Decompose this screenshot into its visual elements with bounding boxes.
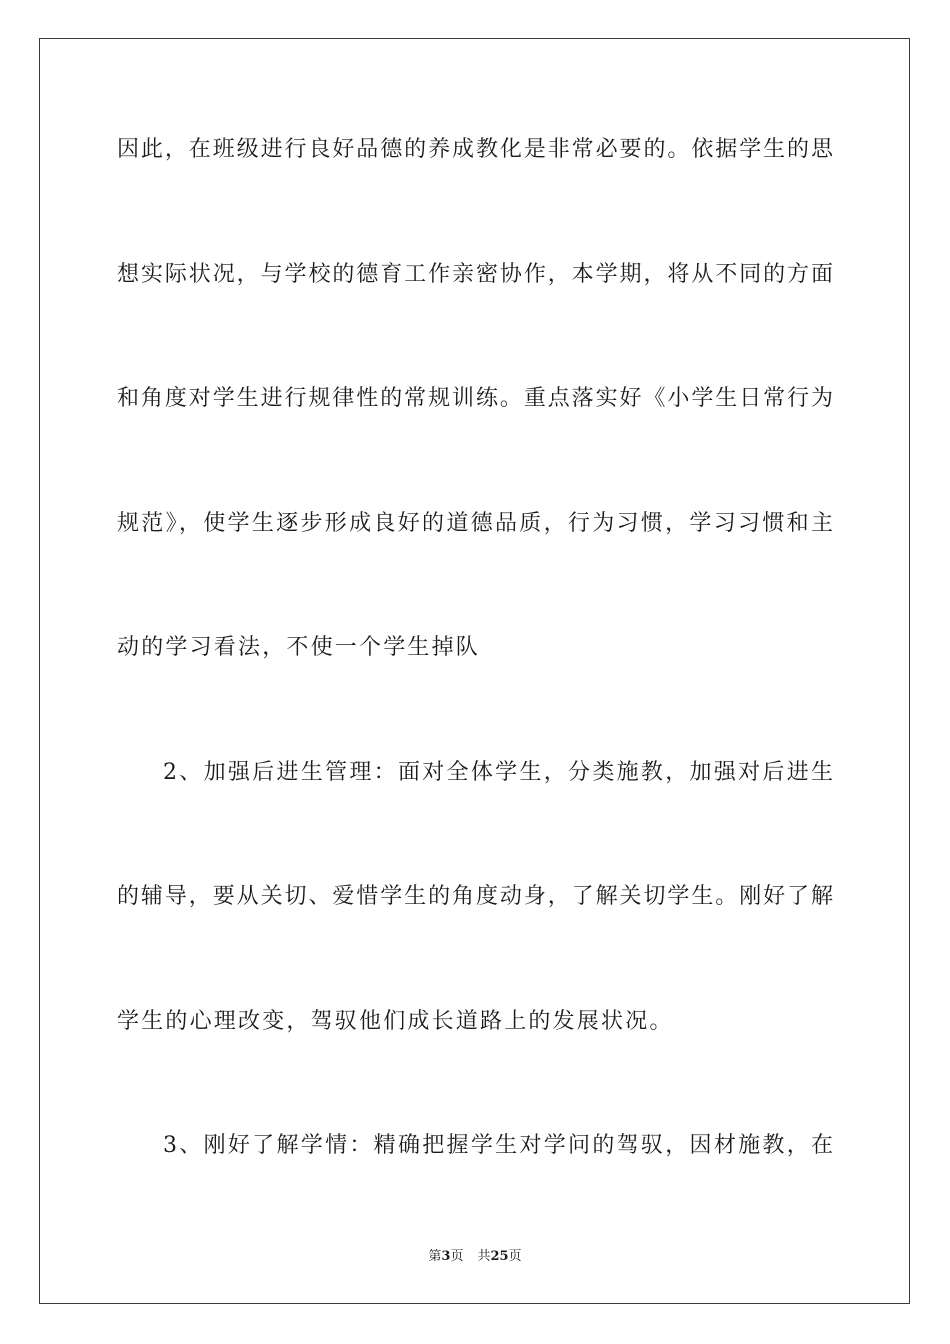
paragraph-line: 和角度对学生进行规律性的常规训练。重点落实好《小学生日常行为 — [117, 386, 833, 411]
page-number: 3 — [441, 1249, 451, 1264]
page-footer — [0, 1248, 950, 1266]
paragraph-line: 的辅导，要从关切、爱惜学生的角度动身，了解关切学生。刚好了解 — [117, 884, 833, 909]
paragraph-line-indented: 3、刚好了解学情：精确把握学生对学问的驾驭，因材施教，在 — [163, 1133, 833, 1158]
paragraph-line: 动的学习看法，不使一个学生掉队 — [117, 635, 481, 660]
paragraph-line: 因此，在班级进行良好品德的养成教化是非常必要的。依据学生的思 — [117, 137, 833, 162]
paragraph-line-indented: 2、加强后进生管理：面对全体学生，分类施教，加强对后进生 — [163, 760, 833, 785]
page-prefix: 第 — [428, 1249, 442, 1264]
total-pages: 25 — [490, 1249, 509, 1264]
paragraph-line: 想实际状况，与学校的德育工作亲密协作，本学期，将从不同的方面 — [117, 262, 833, 287]
page-suffix: 页 — [450, 1249, 464, 1264]
total-prefix: 共 — [477, 1249, 491, 1264]
page-border — [39, 38, 910, 1304]
total-suffix: 页 — [508, 1249, 522, 1264]
paragraph-line: 规范》，使学生逐步形成良好的道德品质，行为习惯，学习习惯和主 — [117, 511, 833, 536]
paragraph-line: 学生的心理改变，驾驭他们成长道路上的发展状况。 — [117, 1009, 674, 1034]
